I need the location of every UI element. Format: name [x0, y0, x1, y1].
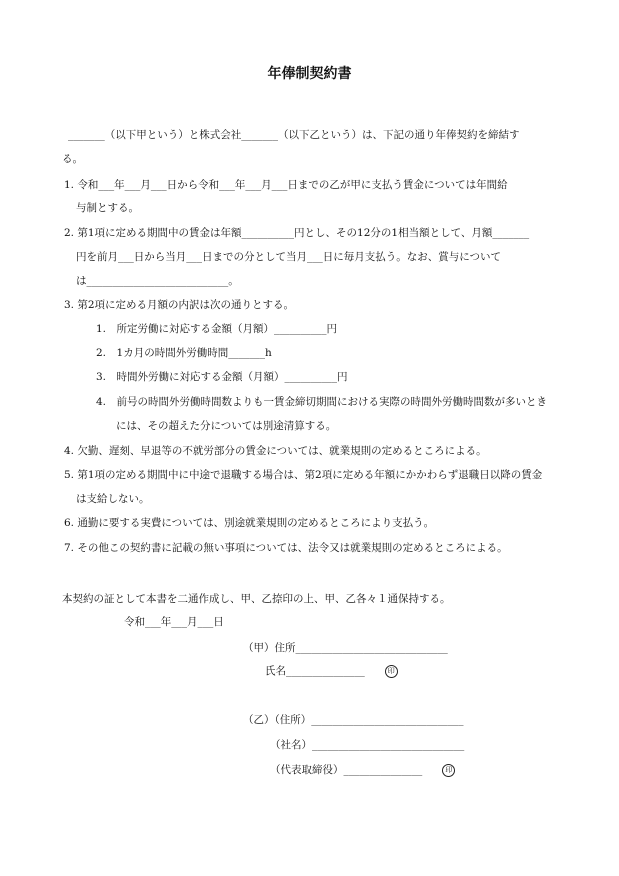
party-a-name: 氏名_______________: [265, 665, 365, 677]
party-b-company: （社名）_____________________________: [270, 739, 465, 751]
party-b-address: （乙）（住所）_____________________________: [243, 714, 464, 726]
intro-line-1: _______（以下甲という）と株式会社_______（以下乙という）は、下記の通り年俸契約を締結す: [68, 129, 520, 141]
closing-statement: 本契約の証として本書を二通作成し、甲、乙捺印の上、甲、乙各々１通保持する。: [62, 593, 451, 605]
party-b-representative: （代表取締役）_______________: [270, 764, 423, 776]
clause-6: 6. 通勤に要する実費については、別途就業規則の定めるところにより支払う。: [64, 517, 435, 529]
clause-7: 7. その他この契約書に記載の無い事項については、法令又は就業規則の定めるところによる。: [64, 542, 508, 554]
clause-1-line-2: 与制とする。: [76, 202, 139, 214]
clause-2-line-2: 円を前月___日から当月___日までの分として当月___日に毎月支払う。なお、賞与について: [76, 251, 502, 263]
subitem-2: 2. 1カ月の時間外労働時間_______h: [96, 347, 272, 359]
party-a-name-row: [265, 664, 398, 678]
clause-2-line-1: 2. 第1項に定める期間中の賃金は年額__________円とし、その12分の1相当額として、月額_______: [64, 227, 530, 239]
subitem-4-line-1: 4. 前号の時間外労働時間数よりも一賃金締切期間における実際の時間外労働時間数が多いとき: [96, 396, 548, 408]
party-b-rep-row: [270, 763, 455, 777]
subitem-3: 3. 時間外労働に対応する金額（月額）__________円: [96, 371, 348, 383]
subitem-4-line-2: には、その超えた分については別途清算する。: [116, 420, 337, 432]
clause-3-line-1: 3. 第2項に定める月額の内訳は次の通りとする。: [64, 299, 295, 311]
document-title: 年俸制契約書: [267, 66, 352, 82]
contract-date: 令和___年___月___日: [124, 616, 224, 628]
clause-5-line-2: は支給しない。: [76, 493, 150, 505]
party-a-address: （甲）住所_____________________________: [243, 642, 448, 654]
clause-4: 4. 欠勤、遅刻、早退等の不就労部分の賃金については、就業規則の定めるところによる。: [64, 445, 487, 457]
intro-line-2: る。: [62, 153, 83, 165]
clause-5-line-1: 5. 第1項の定める期間中に中途で退職する場合は、第2項に定める年額にかかわらず退職日以降の賃金: [64, 469, 543, 481]
seal-icon: 印: [385, 665, 398, 678]
subitem-1: 1. 所定労働に対応する金額（月額）__________円: [96, 323, 338, 335]
seal-icon: 印: [442, 764, 455, 777]
clause-2-line-3: は___________________________。: [76, 275, 239, 287]
clause-1-line-1: 1. 令和___年___月___日から令和___年___月___日までの乙が甲に支払う賃金については年間給: [64, 179, 508, 191]
